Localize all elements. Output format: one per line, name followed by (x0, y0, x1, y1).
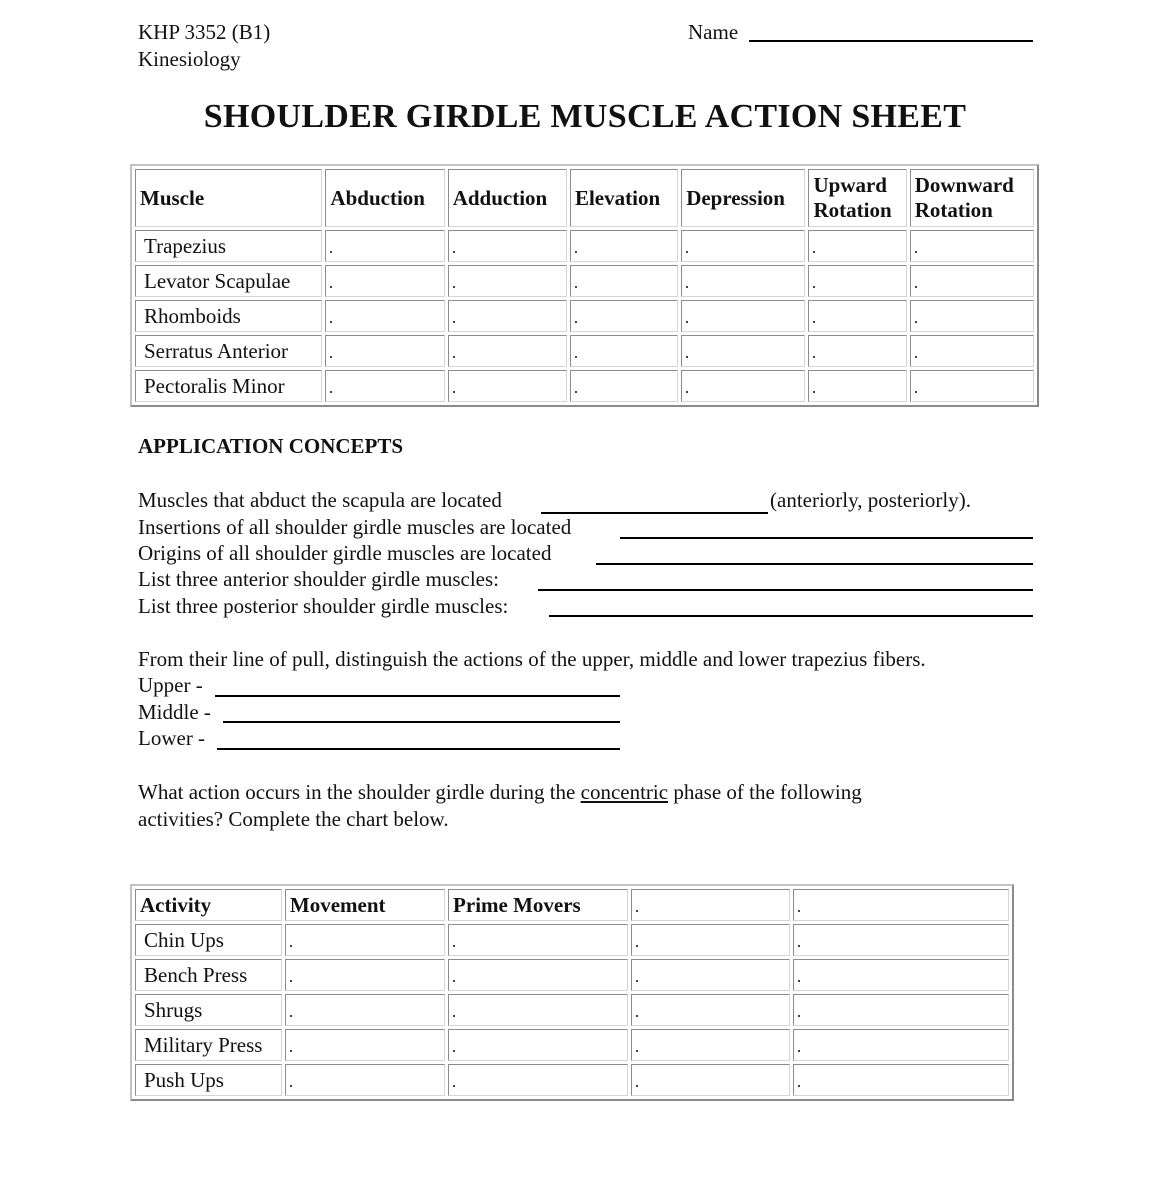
table-row (135, 265, 1034, 297)
answer-cell[interactable] (910, 300, 1034, 332)
table-row (135, 370, 1034, 402)
answer-cell[interactable] (808, 230, 906, 262)
answer-line[interactable] (596, 563, 1033, 565)
answer-cell[interactable] (570, 370, 678, 402)
answer-cell[interactable] (793, 924, 1009, 956)
header-upward-rotation: Upward Rotation (808, 169, 906, 227)
answer-cell[interactable] (325, 335, 444, 367)
muscle-name: Levator Scapulae (135, 265, 322, 297)
header-downward-rotation: Downward Rotation (910, 169, 1034, 227)
lower-answer-line[interactable] (217, 748, 620, 750)
answer-cell[interactable] (325, 265, 444, 297)
answer-cell[interactable] (448, 924, 628, 956)
answer-cell[interactable] (793, 959, 1009, 991)
answer-cell[interactable] (570, 265, 678, 297)
answer-cell[interactable] (285, 924, 445, 956)
question-origins: Origins of all shoulder girdle muscles are located (138, 541, 552, 565)
answer-cell[interactable] (570, 230, 678, 262)
muscle-action-table (130, 164, 1039, 407)
answer-cell[interactable] (808, 265, 906, 297)
activity-name: Bench Press (135, 959, 282, 991)
answer-cell[interactable] (285, 1029, 445, 1061)
answer-cell[interactable] (448, 335, 567, 367)
answer-cell[interactable] (570, 300, 678, 332)
name-label: Name (688, 20, 739, 44)
answer-cell[interactable] (910, 265, 1034, 297)
activity-table (130, 884, 1014, 1101)
answer-cell[interactable] (448, 265, 567, 297)
answer-cell[interactable] (793, 1064, 1009, 1096)
table-row (135, 1064, 1009, 1096)
answer-cell[interactable] (325, 370, 444, 402)
answer-cell[interactable] (681, 370, 805, 402)
header-activity: Activity (135, 889, 282, 921)
header-abduction: Abduction (325, 169, 444, 227)
answer-cell[interactable] (631, 924, 790, 956)
answer-cell[interactable] (631, 889, 790, 921)
answer-cell[interactable] (448, 230, 567, 262)
activity-name: Chin Ups (135, 924, 282, 956)
question-insertions: Insertions of all shoulder girdle muscles are located (138, 515, 572, 539)
muscle-name: Trapezius (135, 230, 322, 262)
muscle-name: Serratus Anterior (135, 335, 322, 367)
header-depression: Depression (681, 169, 805, 227)
answer-cell[interactable] (808, 300, 906, 332)
upper-answer-line[interactable] (215, 695, 620, 697)
concentric-question-line2: activities? Complete the chart below. (138, 807, 449, 831)
activity-name: Push Ups (135, 1064, 282, 1096)
answer-cell[interactable] (910, 230, 1034, 262)
answer-cell[interactable] (448, 994, 628, 1026)
name-field-line[interactable] (749, 40, 1033, 42)
answer-cell[interactable] (448, 959, 628, 991)
answer-cell[interactable] (631, 1029, 790, 1061)
answer-cell[interactable] (570, 335, 678, 367)
section-heading: APPLICATION CONCEPTS (138, 434, 404, 458)
answer-cell[interactable] (681, 230, 805, 262)
answer-cell[interactable] (631, 1064, 790, 1096)
trapezius-prompt: From their line of pull, distinguish the actions of the upper, middle and lower trapezius fibers. (138, 647, 926, 671)
question-abduct-location: Muscles that abduct the scapula are located (138, 488, 502, 512)
answer-cell[interactable] (910, 370, 1034, 402)
answer-line[interactable] (549, 615, 1033, 617)
answer-cell[interactable] (631, 959, 790, 991)
page-title: SHOULDER GIRDLE MUSCLE ACTION SHEET (203, 98, 967, 135)
middle-answer-line[interactable] (223, 721, 620, 723)
activity-name: Military Press (135, 1029, 282, 1061)
question-posterior-muscles: List three posterior shoulder girdle muscles: (138, 594, 509, 618)
concentric-text-after: phase of the following (673, 780, 862, 804)
upper-label: Upper - (138, 673, 203, 697)
answer-cell[interactable] (910, 335, 1034, 367)
answer-cell[interactable] (793, 1029, 1009, 1061)
answer-cell[interactable] (793, 994, 1009, 1026)
concentric-question-line1 (138, 780, 862, 805)
answer-cell[interactable] (325, 230, 444, 262)
header-elevation: Elevation (570, 169, 678, 227)
course-subject: Kinesiology (138, 47, 241, 71)
header-movement: Movement (285, 889, 445, 921)
answer-line[interactable] (538, 589, 1033, 591)
header-muscle: Muscle (135, 169, 322, 227)
header-prime-movers: Prime Movers (448, 889, 628, 921)
table-header-row (135, 169, 1034, 227)
lower-label: Lower - (138, 726, 206, 750)
answer-cell[interactable] (681, 300, 805, 332)
middle-label: Middle - (138, 700, 211, 724)
answer-cell[interactable] (681, 335, 805, 367)
answer-cell[interactable] (448, 1064, 628, 1096)
question-anterior-muscles: List three anterior shoulder girdle muscles: (138, 567, 499, 591)
answer-cell[interactable] (681, 265, 805, 297)
answer-cell[interactable] (325, 300, 444, 332)
table-header-row (135, 889, 1009, 921)
answer-cell[interactable] (808, 370, 906, 402)
answer-cell[interactable] (448, 300, 567, 332)
answer-cell[interactable] (793, 889, 1009, 921)
table-row (135, 959, 1009, 991)
muscle-name: Rhomboids (135, 300, 322, 332)
answer-options: (anteriorly, posteriorly). (770, 488, 971, 512)
concentric-emphasis: concentric (580, 780, 669, 804)
table-row (135, 335, 1034, 367)
muscle-name: Pectoralis Minor (135, 370, 322, 402)
concentric-text-before: What action occurs in the shoulder girdle during the (138, 780, 576, 804)
answer-cell[interactable] (448, 370, 567, 402)
answer-cell[interactable] (448, 1029, 628, 1061)
answer-cell[interactable] (631, 994, 790, 1026)
table-row (135, 300, 1034, 332)
course-code: KHP 3352 (B1) (138, 20, 271, 44)
answer-line[interactable] (541, 512, 768, 514)
answer-cell[interactable] (808, 335, 906, 367)
header-adduction: Adduction (448, 169, 567, 227)
table-row (135, 994, 1009, 1026)
table-row (135, 924, 1009, 956)
activity-name: Shrugs (135, 994, 282, 1026)
table-row (135, 230, 1034, 262)
answer-cell[interactable] (285, 959, 445, 991)
answer-cell[interactable] (285, 1064, 445, 1096)
answer-line[interactable] (620, 537, 1033, 539)
answer-cell[interactable] (285, 994, 445, 1026)
table-row (135, 1029, 1009, 1061)
